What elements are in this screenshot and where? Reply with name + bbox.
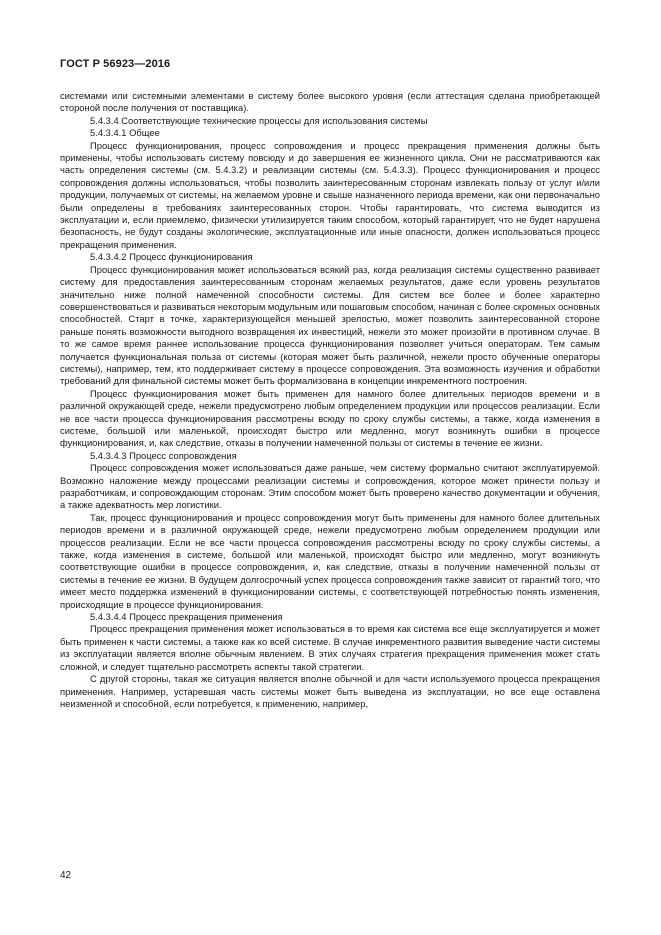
paragraph: Процесс функционирования может быть применен для намного более длительных периодов времени и в различной окружающей среде, нежели предусмотрено любым определением продукции или процессов реализации. Если не все части процесса функционирования рассмотрены всюду по сроку службы системы, а также, когда изменения в системе, большой или маленькой, происходят быстро или медленно, могут возникнуть ошибки в процессе функционирования, и, как следствие, отказы в получении намеченной пользы от системы в течение ее жизни. bbox=[60, 387, 600, 449]
paragraph: Процесс функционирования, процесс сопровождения и процесс прекращения применения должны быть применены, чтобы использовать систему повсюду и до завершения ее жизненного цикла. Они не рассматриваются как часть определения системы (см. 5.4.3.2) и реализации системы (см. 5.4.3.3). Процесс функционирования и процесс сопровождения должны использоваться, чтобы позволить заинтересованным сторонам извлекать пользу от услуг и/или продукции, получаемых от системы, на желаемом уровне и свыше назначенного периода времени, как они первоначально были определены в требованиях заинтересованных сторон. Чтобы гарантировать, что система выводится из эксплуатации и, если приемлемо, физически утилизируется таким способом, который гарантирует, что не будет нарушена безопасность, не будут созданы экологические, эксплуатационные или иные опасности, должен использоваться процесс прекращения применения. bbox=[60, 139, 600, 250]
document-header: ГОСТ Р 56923—2016 bbox=[60, 58, 171, 70]
page-number: 42 bbox=[60, 870, 72, 881]
section-heading-5-4-3-4-2: 5.4.3.4.2 Процесс функционирования bbox=[90, 251, 253, 263]
document-page bbox=[60, 58, 600, 710]
section-heading-5-4-3-4-3: 5.4.3.4.3 Процесс сопровождения bbox=[90, 449, 237, 461]
paragraph: Процесс прекращения применения может использоваться в то время как система все еще эксплуатируется и может быть применен к части системы, а также как ко всей системе. В случае инкрементного развития выведение части системы из эксплуатации является вполне обычным явлением. В этих случаях стратегия прекращения применения может стать сложной, и следует тщательно рассмотреть аспекты такой стратегии. bbox=[60, 623, 600, 672]
paragraph: С другой стороны, такая же ситуация является вполне обычной и для части используемого процесса прекращения применения. Например, устаревшая часть системы может быть выведена из эксплуатации, но все еще оставлена неизменной и способной, если потребуется, к применению, например, bbox=[60, 673, 600, 709]
paragraph: Процесс функционирования может использоваться всякий раз, когда реализация системы существенно развивает систему для предоставления заинтересованным сторонам желаемых результатов, даже если уровень результатов значительно ниже полной намеченной способности системы. Для систем все более и более характерно совершенствоваться и развиваться некоторым модульным или пошаговым способом, начиная с более скромных основных способностей. Старт в точке, характеризующейся меньшей зрелостью, может позволить заинтересованной стороне раньше понять возможности выгодного возвращения их инвестиций, нежели это может произойти в противном случае. В то же самое время раннее использование процесса функционирования позволяет учиться операторам. Тем самым получается функциональная польза от системы (которая может быть различной, нежели просто обученные операторы системы), например, тем, кто поддерживает систему в процессе сопровождения. Эта возможность изучения и обработки требований для финальной системы может быть формализована в концепции инкрементного построения. bbox=[60, 263, 600, 387]
section-heading-5-4-3-4-4: 5.4.3.4.4 Процесс прекращения применения bbox=[90, 611, 283, 623]
section-heading-5-4-3-4: 5.4.3.4 Соответствующие технические процессы для использования системы bbox=[90, 114, 428, 126]
document-body bbox=[60, 90, 600, 710]
paragraph-continuation: системами или системными элементами в систему более высокого уровня (если аттестация сделана приобретающей стороной после получения от поставщика). bbox=[60, 90, 600, 114]
section-heading-5-4-3-4-1: 5.4.3.4.1 Общее bbox=[90, 127, 160, 139]
paragraph: Процесс сопровождения может использоваться даже раньше, чем систему формально считают эксплуатируемой. Возможно наложение между процессами реализации системы и сопровождения, которое может принести пользу и разработчикам, и сопровождающим сторонам. Этим способом может быть проверено качество документации и обучения, а также адекватность мер логистики. bbox=[60, 462, 600, 511]
paragraph: Так, процесс функционирования и процесс сопровождения могут быть применены для намного более длительных периодов времени и в различной окружающей среде, нежели предусмотрено любым определением продукции или процессов реализации. Если не все части процесса сопровождения рассмотрены всюду по сроку службы системы, а также, когда изменения в системе, большой или маленькой, происходят быстро или медленно, могут возникнуть соответствующие ошибки в процессе сопровождения, и, как следствие, отказы в получении намеченной пользы от системы в течение ее жизни. В будущем долгосрочный успех процесса сопровождения также зависит от гарантий того, что имеет место поддержка изменений в функционировании системы, с соответствующей потребностью понять изменения, происходящие в процессе функционирования. bbox=[60, 511, 600, 610]
